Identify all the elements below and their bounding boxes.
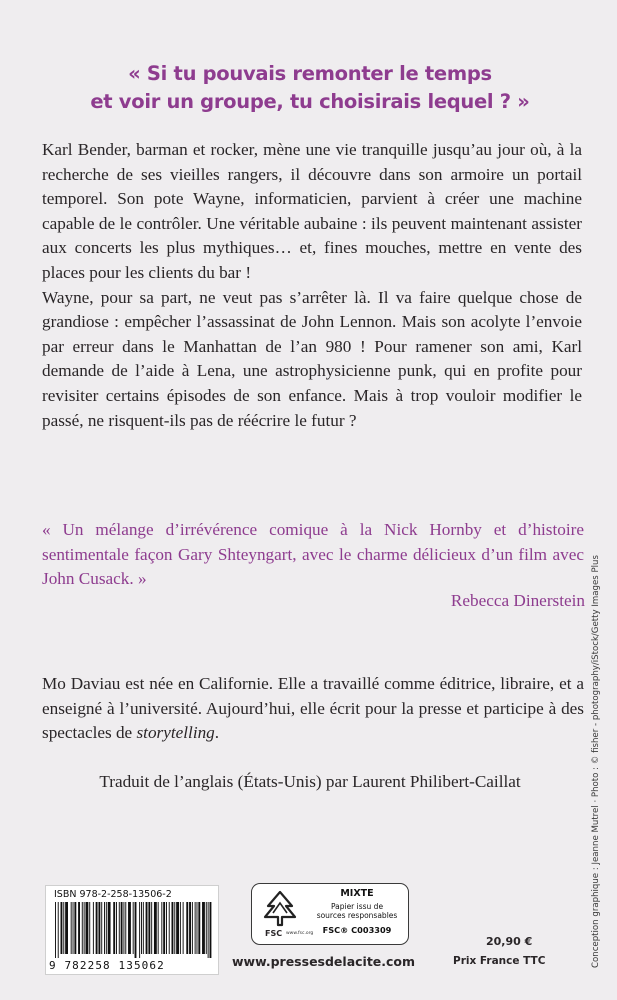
barcode-bar (125, 902, 126, 954)
barcode-bar (180, 902, 181, 954)
barcode-bar (101, 902, 102, 954)
synopsis-paragraph-2: Wayne, pour sa part, ne veut pas s’arrêter là. Il va faire quelque chose de grandiose : empêcher l’assassinat de John Lennon. Mais son acolyte l’envoie par erreur dans le Manhattan de l’an 980 ! Pour ramener son ami, Karl demande de l’aide à Lena, une astrophysicienne punk, qui en profite pour revisiter certains épisodes de son enfance. Mais à trop vouloir modifier le passé, ne risquent-ils pas de réécrire le futur ? (42, 287, 582, 430)
fsc-code: FSC® C003309 (322, 925, 392, 935)
review-quote: « Un mélange d’irrévérence comique à la Nick Hornby et d’histoire sentimentale façon Gary Shteyngart, avec le charme délicieux d’un film avec John Cusack. » (42, 520, 584, 589)
barcode-bar (154, 902, 157, 954)
barcode-bar (116, 902, 117, 954)
barcode-bar (113, 902, 115, 954)
barcode-bar (86, 902, 89, 954)
author-bio-end: . (214, 723, 220, 743)
barcode-bar (63, 902, 64, 954)
barcode-bar (183, 902, 184, 954)
tagline-line-1: « Si tu pouvais remonter le temps (128, 62, 492, 85)
barcode-bar (172, 902, 174, 954)
publisher-website: www.pressesdelacite.com (232, 954, 416, 969)
barcode-bar (189, 902, 191, 954)
author-bio-text: Mo Daviau est née en Californie. Elle a travaillé comme éditrice, libraire, et a enseigné à l’université. Aujourd’hui, elle écrit pour la presse et participe à des spectacles de (42, 674, 584, 743)
barcode-bar (143, 902, 144, 954)
fsc-mixte: MIXTE (340, 888, 374, 899)
barcode-bar (163, 902, 165, 954)
barcode-bar (98, 902, 100, 954)
barcode-bar (148, 902, 150, 954)
barcode-bar (106, 902, 107, 954)
barcode-bar (158, 902, 159, 954)
tagline-quote (40, 60, 580, 116)
fsc-description-line-1: Papier issu de (330, 902, 384, 911)
barcode-bar (78, 902, 80, 954)
barcode-bar (206, 902, 207, 954)
isbn-barcode (45, 885, 219, 975)
barcode-bar (195, 902, 196, 954)
barcode-bar (186, 902, 188, 954)
barcode-bar (128, 902, 131, 954)
fsc-description-line-2: sources responsables (316, 911, 398, 920)
synopsis-paragraph-1: Karl Bender, barman et rocker, mène une vie tranquille jusqu’au jour où, à la recherche de ses vieilles rangers, il découvre dans son armoire un portail temporel. Son pote Wayne, informaticien, parvient à créer une machine capable de le contrôler. Une véritable aubaine : ils peuvent maintenant assister aux concerts les plus mythiques… et, fines mouches, mettre en vente des places pour les clients du bar ! (42, 140, 582, 282)
translator-credit: Traduit de l’anglais (États-Unis) par Laurent Philibert-Caillat (99, 772, 521, 791)
barcode-bar (202, 902, 205, 954)
barcode-bar (174, 902, 175, 954)
tagline-line-2: et voir un groupe, tu choisirais lequel ? » (90, 90, 530, 113)
barcode-bar (121, 902, 123, 954)
barcode-bar (71, 902, 72, 954)
barcode-bar (93, 902, 94, 954)
barcode-bar (141, 902, 142, 954)
barcode-bar (176, 902, 179, 954)
barcode-bar (104, 902, 105, 954)
barcode-bar (208, 902, 209, 958)
barcode-bar (139, 902, 140, 958)
fsc-details (310, 888, 404, 935)
fsc-label-box (251, 883, 409, 945)
barcode-bar (123, 902, 124, 954)
barcode-bar (108, 902, 111, 954)
fsc-url: www.fsc.org (286, 931, 314, 936)
author-bio (42, 672, 584, 746)
barcode-bar (135, 902, 137, 958)
barcode-bar (151, 902, 152, 954)
barcode-bar (210, 902, 212, 958)
barcode-bar (89, 902, 90, 954)
barcode-bar (146, 902, 148, 954)
price: 20,90 € (486, 935, 533, 948)
barcode-bar (161, 902, 162, 954)
fsc-description (310, 902, 404, 920)
review-author: Rebecca Dinerstein (450, 591, 585, 610)
author-bio-italic: storytelling (136, 723, 215, 743)
fsc-tree-icon (258, 889, 302, 929)
barcode-bar (169, 902, 170, 954)
barcode-bar (119, 902, 120, 954)
price-label: Prix France TTC (453, 955, 546, 967)
barcode-bar (84, 902, 85, 954)
fsc-logo-text: FSC (265, 929, 283, 938)
barcode-bar (197, 902, 198, 954)
barcode-bar (74, 902, 76, 954)
isbn-label: ISBN 978-2-258-13506-2 (54, 889, 172, 900)
barcode-bar (58, 902, 59, 958)
barcode-bar (198, 902, 200, 954)
barcode-bar (192, 902, 193, 954)
barcode-bar (96, 902, 98, 954)
barcode-bar (55, 902, 56, 958)
barcode-bars (54, 902, 212, 958)
isbn-digits: 9 782258 135062 (49, 959, 165, 972)
design-photo-credits: Conception graphique : Jeanne Mutrel · Photo : © fisher - photography/iStock/Getty Images Plus (591, 555, 601, 968)
synopsis (42, 138, 582, 433)
barcode-bar (73, 902, 74, 954)
barcode-bar (61, 902, 63, 954)
barcode-bar (166, 902, 167, 954)
barcode-bar (133, 902, 134, 954)
barcode-bar (82, 902, 83, 954)
barcode-bar (65, 902, 68, 954)
